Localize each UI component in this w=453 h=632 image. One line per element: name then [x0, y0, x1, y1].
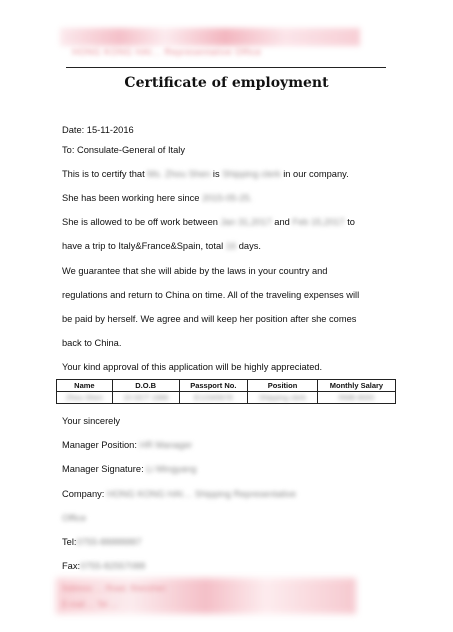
manager-signature-line: Manager Signature: Li Mingyang [62, 464, 197, 474]
manager-signature-value: Li Mingyang [146, 464, 197, 474]
cell-salary: RMB 8000 [338, 393, 375, 402]
trip-days: 16 [225, 241, 237, 251]
employment-table [56, 379, 396, 404]
header-name: Name [57, 380, 113, 392]
company-value: HONG KONG HAI… Shipping Representative [106, 489, 297, 499]
header-salary: Monthly Salary [317, 380, 395, 392]
company-value-continued: Office [62, 513, 87, 523]
footer-line-2: E-mail … Tel … [62, 600, 118, 609]
cell-name: Zhou Shen [66, 393, 103, 402]
header-passport: Passport No. [179, 380, 248, 392]
cell-dob: 15 OCT 1988 [123, 393, 169, 402]
approval-line: Your kind approval of this application will be highly appreciated. [62, 362, 323, 372]
company-header [72, 47, 382, 57]
tel-value: 0755-88888887 [76, 537, 142, 547]
date-line: Date: 15-11-2016 [62, 125, 134, 135]
certify-line: This is to certify that Ms. Zhou Shen is Shipping clerk in our company. [62, 169, 349, 179]
leave-start: Jan 31,2017 [220, 217, 272, 227]
table-row [57, 392, 396, 404]
sincerely-line: Your sincerely [62, 416, 121, 426]
employee-name: Ms. Zhou Shen [147, 169, 211, 179]
header-dob: D.O.B [112, 380, 179, 392]
leave-period-line: She is allowed to be off work between Jan 31,2017 and Feb 15,2017 to [62, 217, 355, 227]
guarantee-line-4: back to China. [62, 338, 122, 348]
header-divider [66, 67, 386, 68]
cell-position: Shipping clerk [258, 393, 307, 402]
header-position: Position [248, 380, 318, 392]
footer-line-1: Address: … Road, Shenzhen [62, 584, 166, 593]
company-header-text: HONG KONG HAI… Representative Office [72, 47, 262, 57]
employee-role: Shipping clerk [222, 169, 281, 179]
document-title: Certificate of employment [124, 75, 329, 91]
guarantee-line-3: be paid by herself. We agree and will keep her position after she comes [62, 314, 357, 324]
manager-position-value: HR Manager [139, 440, 193, 450]
cell-passport: E12345678 [194, 393, 233, 402]
manager-position-line: Manager Position: HR Manager [62, 440, 193, 450]
working-since-line: She has been working here since 2015-05-25. [62, 193, 253, 203]
header-decoration [60, 28, 360, 46]
fax-value: 0755-82557088 [80, 561, 146, 571]
company-line-continued [62, 513, 86, 523]
fax-line: Fax:0755-82557088 [62, 561, 146, 571]
table-header-row [57, 380, 396, 392]
guarantee-line-1: We guarantee that she will abide by the laws in your country and [62, 266, 328, 276]
leave-end: Feb 15,2017 [292, 217, 345, 227]
guarantee-line-2: regulations and return to China on time. All of the traveling expenses will [62, 290, 360, 300]
recipient-line: To: Consulate-General of Italy [62, 145, 185, 155]
company-line: Company: HONG KONG HAI… Shipping Representative [62, 489, 297, 499]
trip-line: have a trip to Italy&France&Spain, total 16 days. [62, 241, 261, 251]
tel-line: Tel:0755-88888887 [62, 537, 142, 547]
start-date: 2015-05-25. [202, 193, 253, 203]
